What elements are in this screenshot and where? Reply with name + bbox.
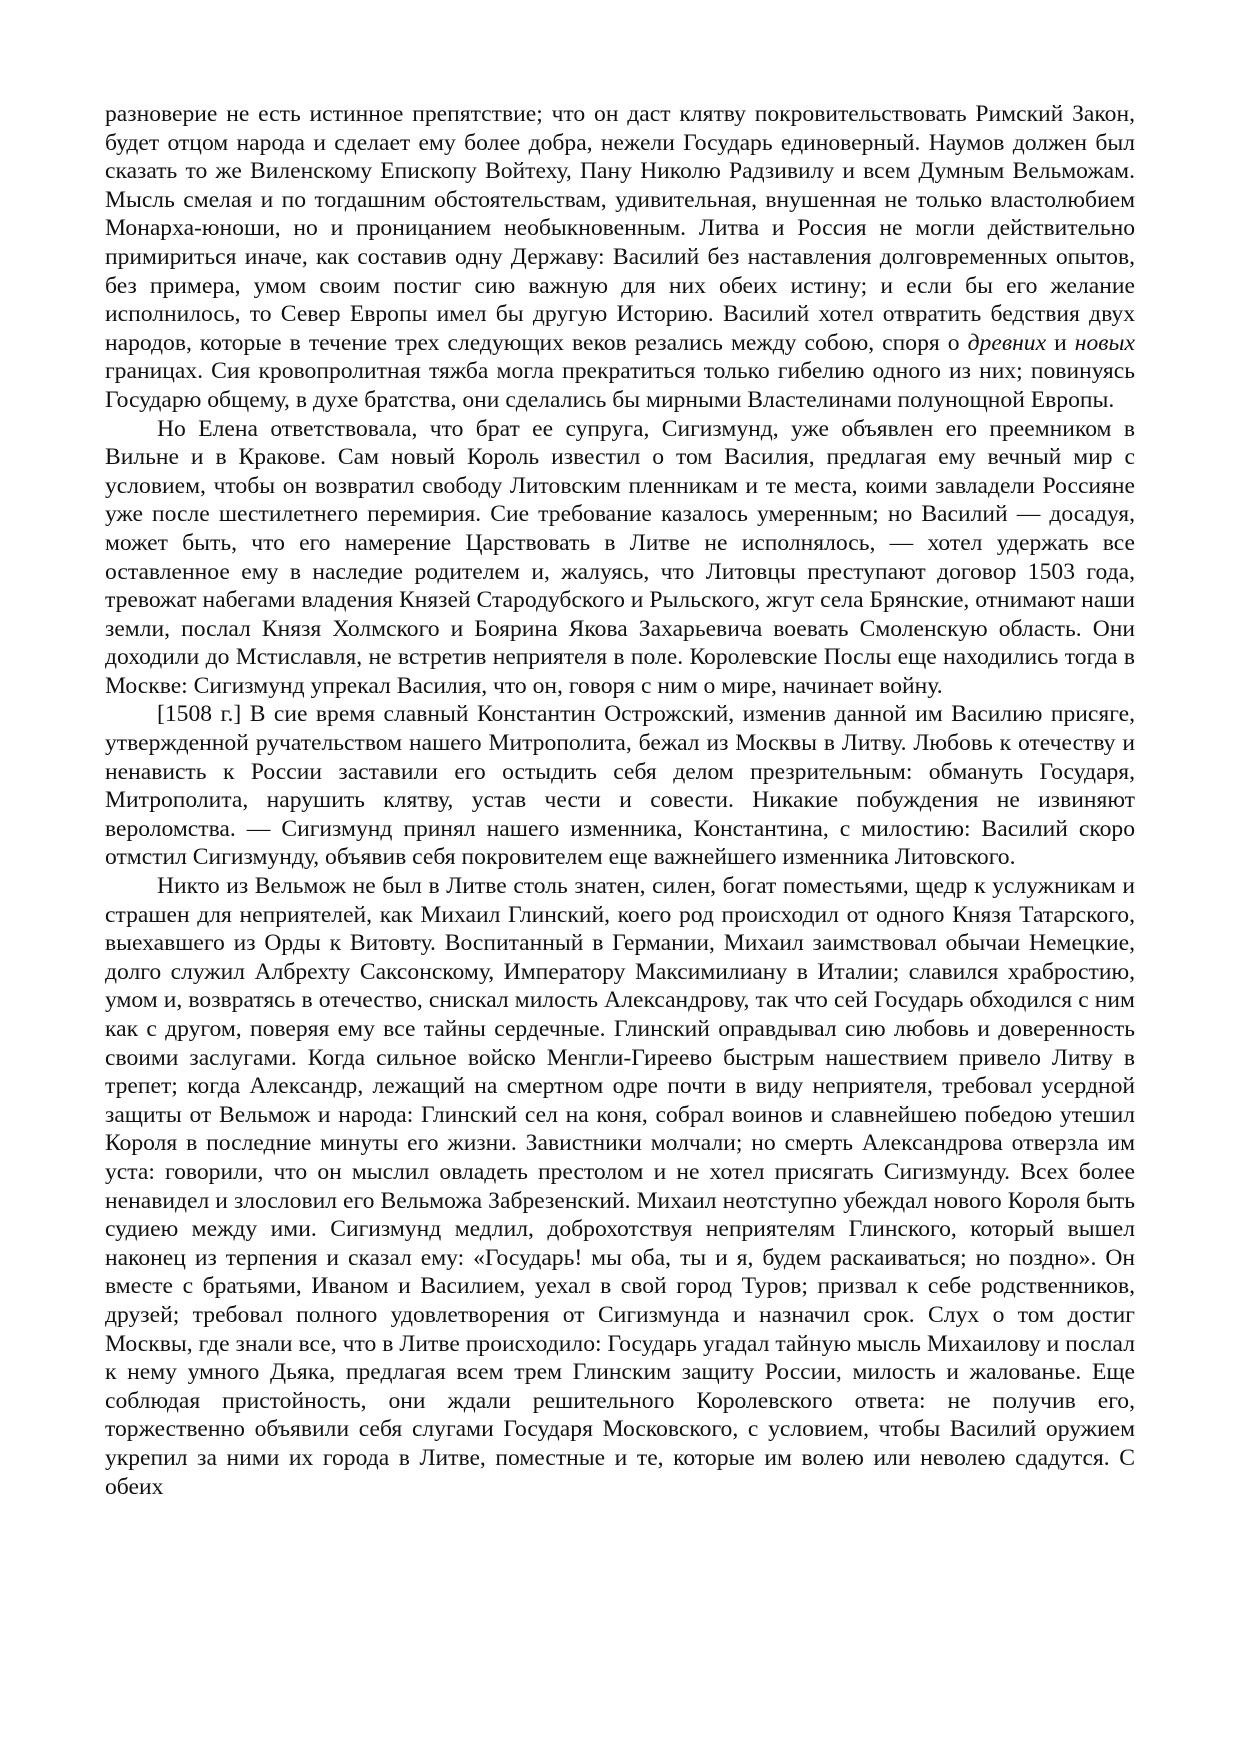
- italic-word-new: новых: [1074, 329, 1135, 356]
- paragraph-1-text-3: границах. Сия кровопролитная тяжба могла прекратиться только гибелию одного из них; повинуясь Государю общему, в духе братства, они сделались бы мирными Властелинами полунощной Европы.: [105, 358, 1135, 413]
- italic-word-ancient: древних: [967, 329, 1047, 356]
- paragraph-3: [105, 700, 1135, 872]
- paragraph-1-text-1: разноверие не есть истинное препятствие; что он даст клятву покровительствовать Римский Закон, будет отцом народа и сделает ему более добра, нежели Государь единоверный. Наумов должен был сказать то же Виленскому Епископу Войтеху, Пану Николю Радзивилу и всем Думным Вельможам. Мысль смелая и по тогдашним обстоятельствам, удивительная, внушенная не только властолюбием Монарха-юноши, но и проницанием необыкновенным. Литва и Россия не могли действительно примириться иначе, как составив одну Державу: Василий без наставления долговременных опытов, без примера, умом своим постиг сию важную для них обеих истину; и если бы его желание исполнилось, то Север Европы имел бы другую Историю. Василий хотел отвратить бедствия двух народов, которые в течение трех следующих веков резались между собою, споря о: [105, 101, 1135, 356]
- paragraph-3-text: [1508 г.] В сие время славный Константин Острожский, изменив данной им Василию присяге, утвержденной ручательством нашего Митрополита, бежал из Москвы в Литву. Любовь к отечеству и ненависть к России заставили его остыдить себя делом презрительным: обмануть Государя, Митрополита, нарушить клятву, устав чести и совести. Никакие побуждения не извиняют вероломства. — Сигизмунд принял нашего изменника, Константина, с милостию: Василий скоро отмстил Сигизмунду, объявив себя покровителем еще важнейшего изменника Литовского.: [105, 701, 1135, 871]
- paragraph-2: [105, 415, 1135, 701]
- document-page: [105, 100, 1135, 1501]
- paragraph-1-text-2: и: [1046, 329, 1075, 356]
- paragraph-1: [105, 100, 1135, 415]
- paragraph-4: [105, 872, 1135, 1501]
- paragraph-4-text: Никто из Вельмож не был в Литве столь знатен, силен, богат поместьями, щедр к услужникам и страшен для неприятелей, как Михаил Глинский, коего род происходил от одного Князя Татарского, выехавшего из Орды к Витовту. Воспитанный в Германии, Михаил заимствовал обычаи Немецкие, долго служил Албрехту Саксонскому, Императору Максимилиану в Италии; славился храбростию, умом и, возвратясь в отечество, снискал милость Александрову, так что сей Государь обходился с ним как с другом, поверяя ему все тайны сердечные. Глинский оправдывал сию любовь и доверенность своими заслугами. Когда сильное войско Менгли-Гиреево быстрым нашествием привело Литву в трепет; когда Александр, лежащий на смертном одре почти в виду неприятеля, требовал усердной защиты от Вельмож и народа: Глинский сел на коня, собрал воинов и славнейшею победою утешил Короля в последние минуты его жизни. Завистники молчали; но смерть Александрова отверзла им уста: говорили, что он мыслил овладеть престолом и не хотел присягать Сигизмунду. Всех более ненавидел и злословил его Вельможа Забрезенский. Михаил неотступно убеждал нового Короля быть судиею между ими. Сигизмунд медлил, доброхотствуя неприятелям Глинского, который вышел наконец из терпения и сказал ему: «Государь! мы оба, ты и я, будем раскаиваться; но поздно». Он вместе с братьями, Иваном и Василием, уехал в свой город Туров; призвал к себе родственников, друзей; требовал полного удовлетворения от Сигизмунда и назначил срок. Слух о том достиг Москвы, где знали все, что в Литве происходило: Государь угадал тайную мысль Михаилову и послал к нему умного Дьяка, предлагая всем трем Глинским защиту России, милость и жалованье. Еще соблюдая пристойность, они ждали решительного Королевского ответа: не получив его, торжественно объявили себя слугами Государя Московского, с условием, чтобы Василий оружием укрепил за ними их города в Литве, поместные и те, которые им волею или неволею сдадутся. С обеих: [105, 873, 1135, 1500]
- paragraph-2-text: Но Елена ответствовала, что брат ее супруга, Сигизмунд, уже объявлен его преемником в Вильне и в Кракове. Сам новый Король известил о том Василия, предлагая ему вечный мир с условием, чтобы он возвратил свободу Литовским пленникам и те места, коими завладели Россияне уже после шестилетнего перемирия. Сие требование казалось умеренным; но Василий — досадуя, может быть, что его намерение Царствовать в Литве не исполнялось, — хотел удержать все оставленное ему в наследие родителем и, жалуясь, что Литовцы преступают договор 1503 года, тревожат набегами владения Князей Стародубского и Рыльского, жгут села Брянские, отнимают наши земли, послал Князя Холмского и Боярина Якова Захарьевича воевать Смоленскую область. Они доходили до Мстиславля, не встретив неприятеля в поле. Королевские Послы еще находились тогда в Москве: Сигизмунд упрекал Василия, что он, говоря с ним о мире, начинает войну.: [105, 415, 1135, 699]
